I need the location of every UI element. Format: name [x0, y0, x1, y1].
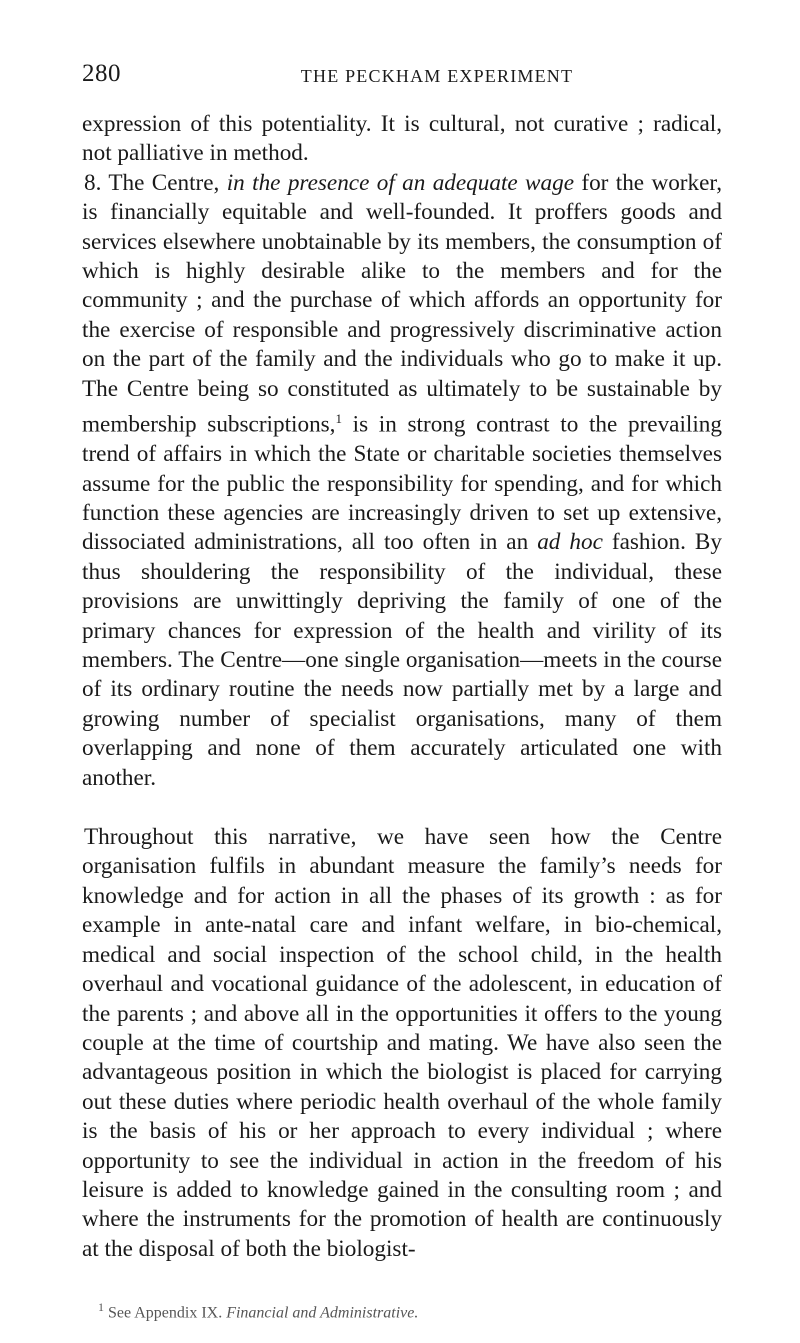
paragraph-2-text-a: 8. The Centre, [84, 169, 227, 196]
paragraph-2-italic-adequate-wage: in the presence of an adequate wage [226, 169, 574, 196]
paragraph-2-italic-ad-hoc: ad hoc [537, 529, 603, 556]
body-text [82, 110, 722, 1264]
paragraph-3-text: Throughout this narrative, we have seen how the Centre organisation fulfils in abundant measure the family’s needs for knowledge and for action in all the phases of its growth : as for example in ante-natal care and infant welfare, in bio-chemical, medical and social inspection of the school child, in the health overhaul and vocational guidance of the adolescent, in education of the parents ; and above all in the opportunities it offers to the young couple at the time of courtship and mating. We have also seen the advantageous position in which the biologist is placed for carrying out these duties where periodic health overhaul of the whole family is the basis of his or her approach to every individual ; where opportunity to see the individual in action in the freedom of his leisure is added to knowledge gained in the consulting room ; and where the instruments for the promotion of health are continuously at the disposal of both the biologist- [82, 824, 722, 1262]
paragraph-1-text: expression of this potentiality. It is cultural, not curative ; radical, not palliative in method. [82, 111, 722, 167]
footnote [98, 1297, 718, 1323]
paragraph-gap [82, 793, 722, 823]
footnote-text: See Appendix IX. [108, 1304, 227, 1322]
page-header [82, 60, 722, 100]
paragraph-2-text-d: fashion. By thus shouldering the responsibility of the individual, these provisions are unwittingly depriving the family of one of the primary chances for expression of the health and virility of its members. The Centre—one single organisation—meets in the course of its ordinary routine the needs now partially met by a large and growing number of specialist organisations, many of them overlapping and none of them accurately articulated one with another. [82, 529, 722, 791]
paragraph-2-text-c: is in strong contrast to the prevailing trend of affairs in which the State or charitable societies themselves assume for the public the responsibility for spending, and for which function these agencies are increasingly driven to set up extensive, dissociated administrations, all too often in an [82, 411, 722, 556]
running-head: THE PECKHAM EXPERIMENT [300, 66, 574, 86]
footnote-italic: Financial and Administrative. [226, 1304, 419, 1322]
paragraph-1 [82, 110, 722, 169]
footnote-reference: 1 [335, 411, 342, 427]
paragraph-2-text-b: for the worker, is financially equitable and well-founded. It proffers goods and services elsewhere unobtainable by its members, the consumption of which is highly desirable alike to the members and for the community ; and the purchase of which affords an opportunity for the exercise of responsible and progressively discriminative action on the part of the family and the individuals who go to make it up. The Centre being so constituted as ultimately to be sustainable by membership subscriptions, [82, 169, 722, 438]
page-number: 280 [82, 60, 121, 87]
footnote-mark: 1 [98, 1300, 104, 1314]
paragraph-3 [82, 823, 722, 1264]
paragraph-2 [82, 169, 722, 793]
